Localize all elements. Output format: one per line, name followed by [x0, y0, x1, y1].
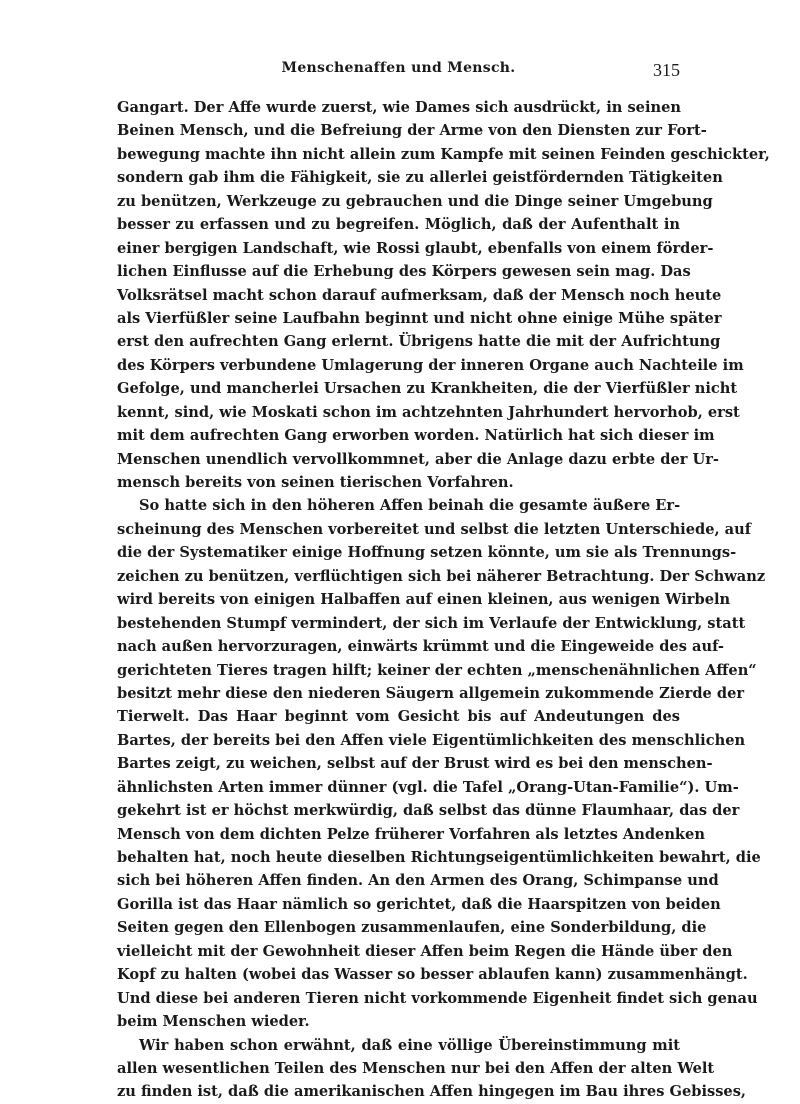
page-number: 315: [653, 60, 680, 80]
text-line: als Vierfüßler seine Laufbahn beginnt und nicht ohne einige Mühe später: [117, 309, 722, 327]
text-line: scheinung des Menschen vorbereitet und selbst die letzten Unterschiede, auf: [117, 520, 752, 538]
text-line: gerichteten Tieres tragen hilft; keiner der echten „menschenähnlichen Affen“: [117, 661, 757, 679]
text-line: Volksrätsel macht schon darauf aufmerksam, daß der Mensch noch heute: [117, 286, 722, 304]
text-line: erst den aufrechten Gang erlernt. Übrigens hatte die mit der Aufrichtung: [117, 333, 721, 351]
text-line: wird bereits von einigen Halbaffen auf einen kleinen, aus wenigen Wirbeln: [117, 591, 731, 609]
text-line: Und diese bei anderen Tieren nicht vorkommende Eigenheit findet sich genau: [117, 989, 758, 1007]
text-line: zu finden ist, daß die amerikanischen Affen hingegen im Bau ihres Gebisses,: [117, 1083, 747, 1101]
text-line: Gangart. Der Affe wurde zuerst, wie Dames sich ausdrückt, in seinen: [117, 99, 681, 116]
text-line: einer bergigen Landschaft, wie Rossi glaubt, ebenfalls von einem förder-: [117, 239, 714, 257]
text-line: vielleicht mit der Gewohnheit dieser Affen beim Regen die Hände über den: [117, 942, 733, 960]
text-line: Wir haben schon erwähnt, daß eine völlige Übereinstimmung mit: [139, 1036, 680, 1054]
text-line: Tierwelt. Das Haar beginnt vom Gesicht bis auf Andeutungen des: [117, 708, 680, 726]
text-line: lichen Einflusse auf die Erhebung des Körpers gewesen sein mag. Das: [117, 263, 691, 281]
text-line: besitzt mehr diese den niederen Säugern allgemein zukommende Zierde der: [117, 684, 745, 702]
body-text: [117, 96, 770, 1104]
text-line: Gorilla ist das Haar nämlich so gerichtet, daß die Haarspitzen von beiden: [117, 895, 721, 913]
text-line: Bartes, der bereits bei den Affen viele Eigentümlichkeiten des menschlichen: [117, 731, 746, 749]
text-line: bestehenden Stumpf vermindert, der sich im Verlaufe der Entwicklung, statt: [117, 614, 746, 632]
text-line: die der Systematiker einige Hoffnung setzen könnte, um sie als Trennungs-: [117, 544, 737, 562]
running-title: Menschenaffen und Mensch.: [281, 60, 516, 76]
text-line: des Körpers verbundene Umlagerung der inneren Organe auch Nachteile im: [117, 356, 744, 374]
text-line: besser zu erfassen und zu begreifen. Möglich, daß der Aufenthalt in: [117, 216, 680, 234]
text-line: Menschen unendlich vervollkommnet, aber die Anlage dazu erbte der Ur-: [117, 450, 719, 468]
text-line: Beinen Mensch, und die Befreiung der Arme von den Diensten zur Fort-: [117, 122, 707, 140]
text-line: So hatte sich in den höheren Affen beinah die gesamte äußere Er-: [139, 497, 681, 515]
text-line: zeichen zu benützen, verflüchtigen sich bei näherer Betrachtung. Der Schwanz: [117, 567, 766, 585]
text-line: bewegung machte ihn nicht allein zum Kampfe mit seinen Feinden geschickter,: [117, 145, 770, 163]
text-line: Mensch von dem dichten Pelze früherer Vorfahren als letztes Andenken: [117, 825, 705, 843]
text-line: mit dem aufrechten Gang erworben worden. Natürlich hat sich dieser im: [117, 427, 715, 445]
text-line: mensch bereits von seinen tierischen Vorfahren.: [117, 474, 514, 491]
text-line: sondern gab ihm die Fähigkeit, sie zu allerlei geistfördernden Tätigkeiten: [117, 169, 723, 187]
page-header: [117, 60, 680, 84]
text-line: Kopf zu halten (wobei das Wasser so besser ablaufen kann) zusammenhängt.: [117, 966, 748, 984]
text-line: sich bei höheren Affen finden. An den Armen des Orang, Schimpanse und: [117, 872, 719, 890]
text-line: Gefolge, und mancherlei Ursachen zu Krankheiten, die der Vierfüßler nicht: [117, 380, 738, 398]
text-line: ähnlichsten Arten immer dünner (vgl. die Tafel „Orang-Utan-Familie“). Um-: [117, 778, 739, 796]
text-line: beim Menschen wieder.: [117, 1013, 310, 1031]
text-line: allen wesentlichen Teilen des Menschen nur bei den Affen der alten Welt: [117, 1059, 715, 1077]
text-line: zu benützen, Werkzeuge zu gebrauchen und die Dinge seiner Umgebung: [117, 192, 713, 210]
text-line: kennt, sind, wie Moskati schon im achtzehnten Jahrhundert hervorhob, erst: [117, 403, 740, 421]
text-line: Bartes zeigt, zu weichen, selbst auf der Brust wird es bei den menschen-: [117, 755, 713, 773]
text-line: gekehrt ist er höchst merkwürdig, daß selbst das dünne Flaumhaar, das der: [117, 802, 740, 820]
text-line: nach außen hervorzuragen, einwärts krümmt und die Eingeweide des auf-: [117, 638, 724, 656]
text-line: behalten hat, noch heute dieselben Richtungseigentümlichkeiten bewahrt, die: [117, 849, 761, 866]
text-line: Seiten gegen den Ellenbogen zusammenlaufen, eine Sonderbildung, die: [117, 919, 707, 937]
